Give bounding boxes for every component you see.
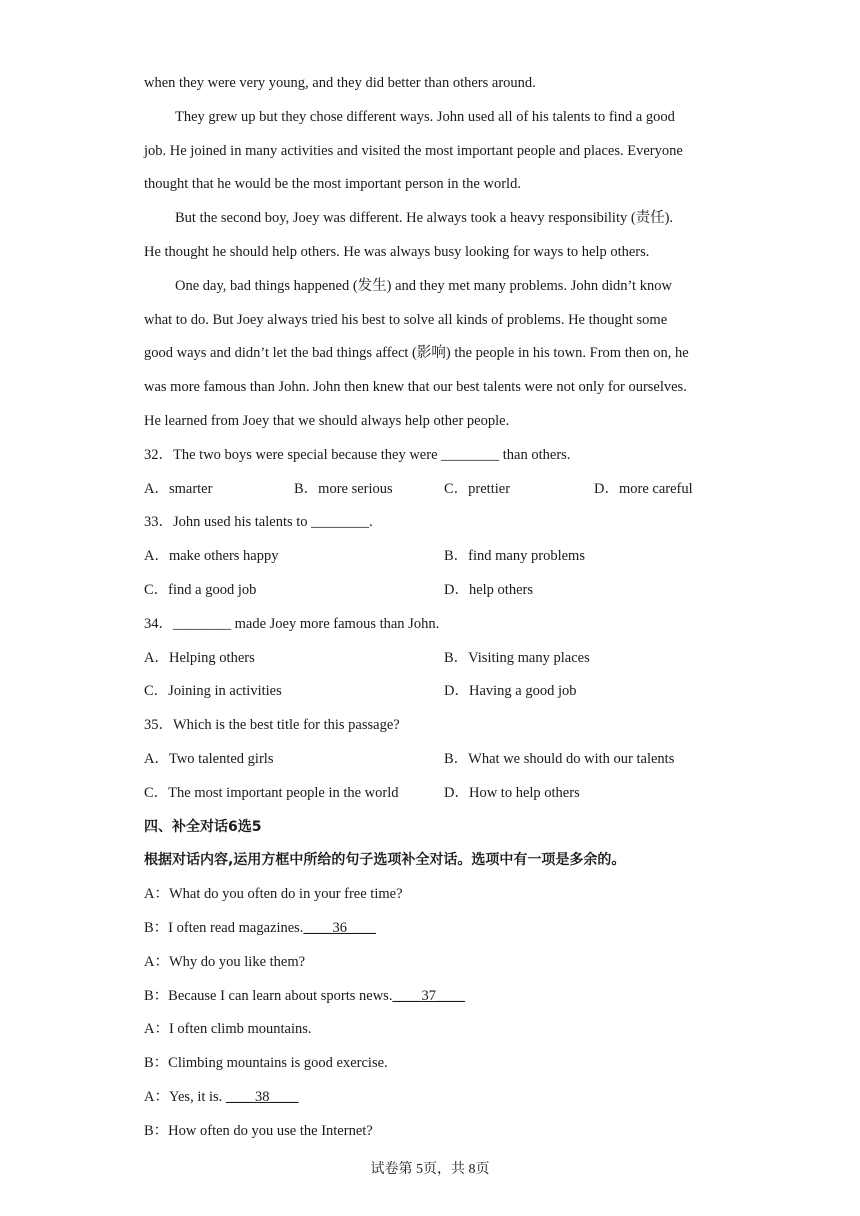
option-d: D．more careful [594, 481, 693, 497]
dialogue-line [144, 918, 376, 938]
dialogue-line [144, 1019, 312, 1039]
dialogue-text: A：Yes, it is. [144, 1089, 226, 1105]
section-heading: 四、补全对话6选5 [144, 819, 262, 835]
option-a: A．Helping others [144, 650, 255, 666]
option-b: B．find many problems [444, 548, 585, 564]
option-b: B．more serious [294, 481, 393, 497]
dialogue-text: B：I often read magazines. [144, 920, 304, 936]
option-d: D．How to help others [444, 785, 580, 801]
passage-line: He thought he should help others. He was always busy looking for ways to help others. [144, 244, 650, 260]
dialogue-text: A：Why do you like them? [144, 954, 306, 970]
passage-line: good ways and didn’t let the bad things affect (影响) the people in his town. From then on, he [144, 345, 689, 361]
passage-line: thought that he would be the most important person in the world. [144, 176, 521, 192]
dialogue-text: A：I often climb mountains. [144, 1021, 312, 1037]
option-c: C．Joining in activities [144, 683, 282, 699]
answer-blank-36: ____36____ [303, 920, 376, 936]
option-d: D．help others [444, 582, 533, 598]
passage-line: They grew up but they chose different ways. John used all of his talents to find a good [175, 109, 675, 125]
dialogue-line [144, 1053, 388, 1073]
answer-blank-37: ____37____ [392, 988, 465, 1004]
passage-line: But the second boy, Joey was different. He always took a heavy responsibility (责任). [175, 210, 674, 226]
passage-line: He learned from Joey that we should always help other people. [144, 413, 510, 429]
answer-blank-38: ____38____ [225, 1089, 299, 1105]
passage-line: what to do. But Joey always tried his best to solve all kinds of problems. He thought some [144, 312, 668, 328]
question-stem: 33．John used his talents to ________. [144, 514, 373, 530]
dialogue-line [144, 952, 305, 972]
option-a: A．smarter [144, 481, 213, 497]
question-stem: 34．________ made Joey more famous than John. [144, 616, 440, 632]
dialogue-text: B：Because I can learn about sports news. [144, 988, 393, 1004]
passage-line: when they were very young, and they did better than others around. [144, 75, 536, 91]
page-footer: 试卷第 5页，共 8页 [370, 1162, 490, 1177]
passage-line: job. He joined in many activities and visited the most important people and places. Everyone [144, 143, 683, 159]
dialogue-text: B：Climbing mountains is good exercise. [144, 1055, 388, 1071]
dialogue-line [144, 884, 403, 904]
passage-line: One day, bad things happened (发生) and they met many problems. John didn’t know [175, 278, 672, 294]
dialogue-line [144, 1121, 373, 1141]
option-d: D．Having a good job [444, 683, 577, 699]
section-instruction: 根据对话内容,运用方框中所给的句子选项补全对话。选项中有一项是多余的。 [144, 852, 626, 868]
dialogue-text: A：What do you often do in your free time? [144, 886, 403, 902]
question-stem: 35．Which is the best title for this passage? [144, 717, 400, 733]
option-a: A．Two talented girls [144, 751, 274, 767]
option-a: A．make others happy [144, 548, 279, 564]
dialogue-text: B：How often do you use the Internet? [144, 1123, 373, 1139]
option-c: C．The most important people in the world [144, 785, 399, 801]
dialogue-line [144, 986, 465, 1006]
option-c: C．find a good job [144, 582, 257, 598]
option-b: B．Visiting many places [444, 650, 590, 666]
passage-line: was more famous than John. John then knew that our best talents were not only for ourselves. [144, 379, 687, 395]
option-c: C．prettier [444, 481, 511, 497]
question-stem: 32．The two boys were special because they were ________ than others. [144, 447, 571, 463]
option-b: B．What we should do with our talents [444, 751, 675, 767]
dialogue-line [144, 1087, 298, 1107]
